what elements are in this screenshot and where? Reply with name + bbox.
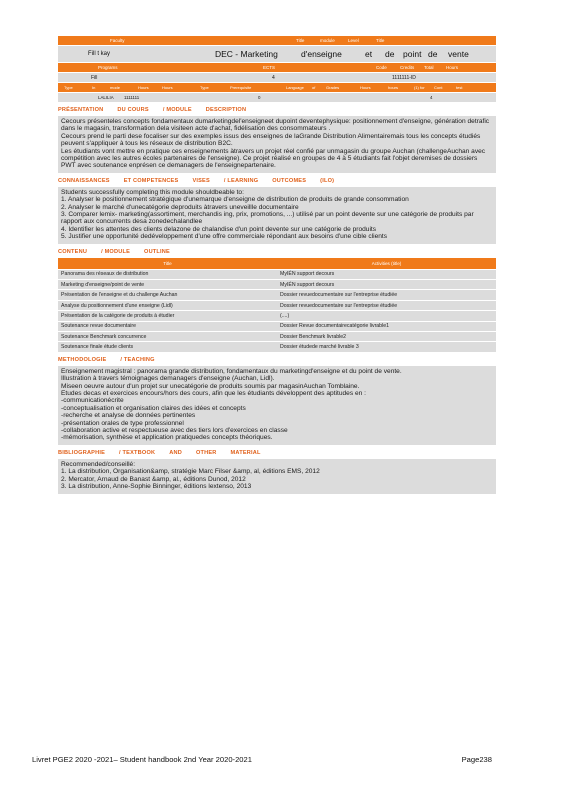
type-value: 0: [258, 95, 261, 100]
heading-part: OUTCOMES: [272, 177, 307, 184]
heading-part: (ILO): [320, 177, 335, 184]
heading-part: DESCRIPTION: [205, 107, 247, 113]
course-title-part: d'enseigne: [301, 49, 342, 59]
type-label: test: [456, 85, 463, 90]
bibliographie-line: Recommended/conseillé:: [61, 460, 136, 468]
heading-part: VISES: [192, 177, 210, 184]
type-label: Hours: [138, 85, 149, 90]
code-label: Code: [376, 65, 387, 70]
table-row: [58, 332, 496, 342]
methodologie-line: -présentation orales de type professionnel: [61, 419, 184, 427]
type-labels-row: [58, 82, 496, 92]
type-label: of: [312, 85, 316, 90]
header-label: Level: [348, 38, 359, 43]
program-value: Fill: [91, 74, 98, 81]
credits-label: Credits: [400, 65, 415, 70]
methodologie-line: Miseen oeuvre autour d'un projet sur unecatégorie de produits soumis par magasinAuchan Tomblaine.: [61, 382, 360, 390]
methodologie-line: -recherche et analyse de données pertinentes: [61, 412, 196, 420]
competence-line: 4. Identifier les attentes des clients delazone de chalandise d'un point devente sur une catégorie de produits: [61, 225, 377, 233]
type-label: In: [92, 85, 96, 90]
code-value: 1111111-ID: [392, 74, 416, 81]
heading-part: AND: [169, 449, 182, 456]
competence-line: Students successfully completing this module shouldbeable to:: [61, 188, 244, 196]
methodologie-line: -mémorisation, synthèse et application pratiquedes concepts théoriques.: [61, 434, 273, 442]
bibliographie-heading: [58, 450, 496, 456]
table-row: [58, 269, 496, 279]
heading-part: / TEXTBOOK: [119, 449, 156, 456]
outline-cell: Dossier revuedocumentaire sur l'entreprise étudiée: [277, 300, 496, 310]
course-title-part: vente: [448, 49, 469, 59]
type-label: Language: [286, 85, 304, 90]
page-number: Page238: [461, 755, 492, 764]
outline-cell: Présentation de l'enseigne et du challenge Auchan: [58, 290, 277, 300]
header-label: Title: [296, 38, 305, 43]
outline-header-row: [58, 258, 496, 270]
outline-table: [58, 258, 496, 352]
heading-part: MATERIAL: [230, 449, 261, 456]
presentation-heading: [58, 107, 496, 113]
competences-heading: [58, 178, 496, 184]
header-labels-row: [58, 36, 496, 45]
competence-line: 3. Comparer lemix- marketing(assortiment, merchandis ing, prix, promotions, ...) utilisé par un point devente sur une catégorie de produits par rapport aux concurrents desa zonedechalandlee: [61, 211, 474, 226]
type-label: Grades: [326, 85, 340, 90]
heading-part: / MODULE: [101, 248, 131, 255]
heading-part: BIBLIOGRAPHIE: [58, 449, 106, 456]
methodologie-line: Enseignement magistral : panorama grande distribution, fondamentaux du marketingd'enseigne et du point de vente.: [61, 367, 402, 375]
course-title-part: de: [385, 49, 395, 59]
methodologie-text: [58, 366, 496, 445]
heading-part: PRÉSENTATION: [58, 107, 104, 113]
outline-cell: (....): [277, 311, 496, 321]
type-label: Cont: [434, 85, 443, 90]
table-row: [58, 342, 496, 352]
module-sheet: [58, 36, 496, 494]
outline-cell: Soutenance Benchmark concurrence: [58, 332, 277, 342]
type-value: LALILIA: [98, 95, 114, 100]
type-value: 1111111: [124, 95, 140, 100]
methodologie-line: -conceptualisation et organisation claires des idées et concepts: [61, 404, 246, 412]
competence-line: 5. Justifier une opportunité dedéveloppement d'une offre commerciale répondant aux besoins d'une cible clients: [61, 233, 388, 241]
methodologie-line: -communicationécrite: [61, 397, 124, 405]
type-label: Hours: [360, 85, 371, 90]
type-label: Prerequisite: [230, 85, 252, 90]
heading-part: / TEACHING: [120, 356, 155, 363]
type-label: Type: [200, 85, 209, 90]
faculty-value: Fill t kay: [88, 51, 111, 57]
outline-col-activities: Activities (title): [277, 258, 496, 270]
type-label: Hours: [162, 85, 173, 90]
presentation-paragraph: Les étudiants vont mettre en pratique ces enseignements àtravers un projet réel confié par unmagasin du groupe Auchan (challengeAuchan avec compétition avec les autres écoles partenaires de l'enseigne). Ce projet réalisé en groupes de 4 à 5 étudiants fait l'objet deremises de dossiers PWT avec soutenance enprésen ce demanagers de l'enseignepartenaire.: [61, 147, 486, 170]
course-title-part: et: [365, 49, 373, 59]
heading-part: OUTLINE: [144, 248, 170, 255]
bibliographie-line: 1. La distribution, Organisation&amp, stratégie Marc Filser &amp, al, éditions EMS, 2012: [61, 468, 320, 476]
header-label: module: [320, 38, 335, 43]
type-values-row: [58, 92, 496, 102]
ects-value: 4: [272, 74, 275, 81]
outline-col-title: Title: [58, 258, 277, 270]
heading-part: OTHER: [195, 449, 217, 456]
table-row: [58, 311, 496, 321]
competence-line: 1. Analyser le positionnement stratégique d'unemarque d'enseigne de distribution de produits de grande consommation: [61, 196, 409, 204]
presentation-text: [58, 116, 496, 173]
heading-part: DU COURS: [117, 107, 149, 113]
type-label: hours: [388, 85, 399, 90]
methodologie-line: -collaboration active et respectueuse avec des tiers lors d'exercices en classe: [61, 427, 288, 435]
outline-cell: MyIÉN support decours: [277, 269, 496, 279]
header-label: Title: [376, 38, 385, 43]
bibliographie-line: 2. Mercator, Arnaud de Banast &amp, al., éditions Dunod, 2012: [61, 475, 246, 483]
outline-cell: Dossier Benchmark livrable2: [277, 332, 496, 342]
outline-cell: Panorama des réseaux de distribution: [58, 269, 277, 279]
bibliographie-text: [58, 459, 496, 494]
hours-label: Hours: [446, 65, 459, 70]
course-title-part: de: [428, 49, 438, 59]
outline-heading: [58, 249, 496, 255]
type-label: (1) for: [414, 85, 425, 90]
heading-part: / MODULE: [162, 107, 192, 113]
methodologie-line: Illustration à travers témoignages demanagers d'enseigne (Auchan, Lidl).: [61, 375, 275, 383]
program-label: Programs: [98, 65, 118, 70]
table-row: [58, 280, 496, 290]
heading-part: METHODOLOGIE: [58, 356, 107, 363]
outline-cell: Analyse du positionnement d'une enseigne (Lidl): [58, 300, 277, 310]
heading-part: ET COMPETENCES: [123, 177, 179, 184]
course-title-part: point: [403, 49, 422, 59]
type-label: Type: [64, 85, 73, 90]
competences-text: [58, 187, 496, 244]
outline-cell: MyIÉN support decours: [277, 280, 496, 290]
ects-label: ECTS: [263, 65, 276, 70]
program-values-row: [58, 72, 496, 82]
presentation-paragraph: Cecours prend le parti dese focaliser sur des exemples issus des enseignes de laGrande Distribution Alimentairemais tous les concepts étudiés peuvent s'appliquer à tous les réseaux de distribution B2C.: [61, 132, 481, 148]
methodologie-heading: [58, 357, 496, 363]
outline-cell: Soutenance finale étude clients: [58, 342, 277, 352]
type-label: mode: [110, 85, 121, 90]
course-title-row: [58, 45, 496, 62]
outline-cell: Dossier Revue documentairecatégorie livrable1: [277, 321, 496, 331]
heading-part: CONNAISSANCES: [58, 177, 110, 184]
page-footer: [32, 755, 492, 764]
outline-cell: Soutenance revue documentaire: [58, 321, 277, 331]
outline-cell: Dossier revuedocumentaire sur l'entreprise étudiée: [277, 290, 496, 300]
course-title: DEC - Marketing: [215, 49, 278, 59]
total-label: Total: [424, 65, 434, 70]
outline-cell: Marketing d'enseigne/point de vente: [58, 280, 277, 290]
bibliographie-line: 3. La distribution, Anne-Sophie Binninger, éditions lextenso, 2013: [61, 483, 252, 491]
outline-cell: Présentation de la catégorie de produits à étudier: [58, 311, 277, 321]
program-labels-row: [58, 62, 496, 72]
competence-line: 2. Analyser le marché d'unecatégorie deproduits àtravers uneveillle documentaire: [61, 203, 299, 211]
heading-part: / LEARNING: [223, 177, 259, 184]
methodologie-line: Etudes decas et exercices encours/hors des cours, afin que les étudiants développent des aptitudes en :: [61, 390, 366, 398]
outline-cell: Dossier étudede marché livrable 3: [277, 342, 496, 352]
header-label: Faculty: [110, 38, 125, 43]
table-row: [58, 300, 496, 310]
type-value: 4: [430, 95, 433, 100]
heading-part: CONTENU: [58, 248, 88, 255]
table-row: [58, 290, 496, 300]
table-row: [58, 321, 496, 331]
presentation-paragraph: Cecours présenteles concepts fondamentaux dumarketingdel'enseigneet dupoint deventephysique: positionnement d'enseigne, génération detrafic dans le magasin, transformation dela visiteen acte d'achat, fidélisation des consommateurs .: [61, 118, 490, 133]
handbook-label: Livret PGE2 2020 -2021– Student handbook 2nd Year 2020-2021: [32, 755, 252, 764]
